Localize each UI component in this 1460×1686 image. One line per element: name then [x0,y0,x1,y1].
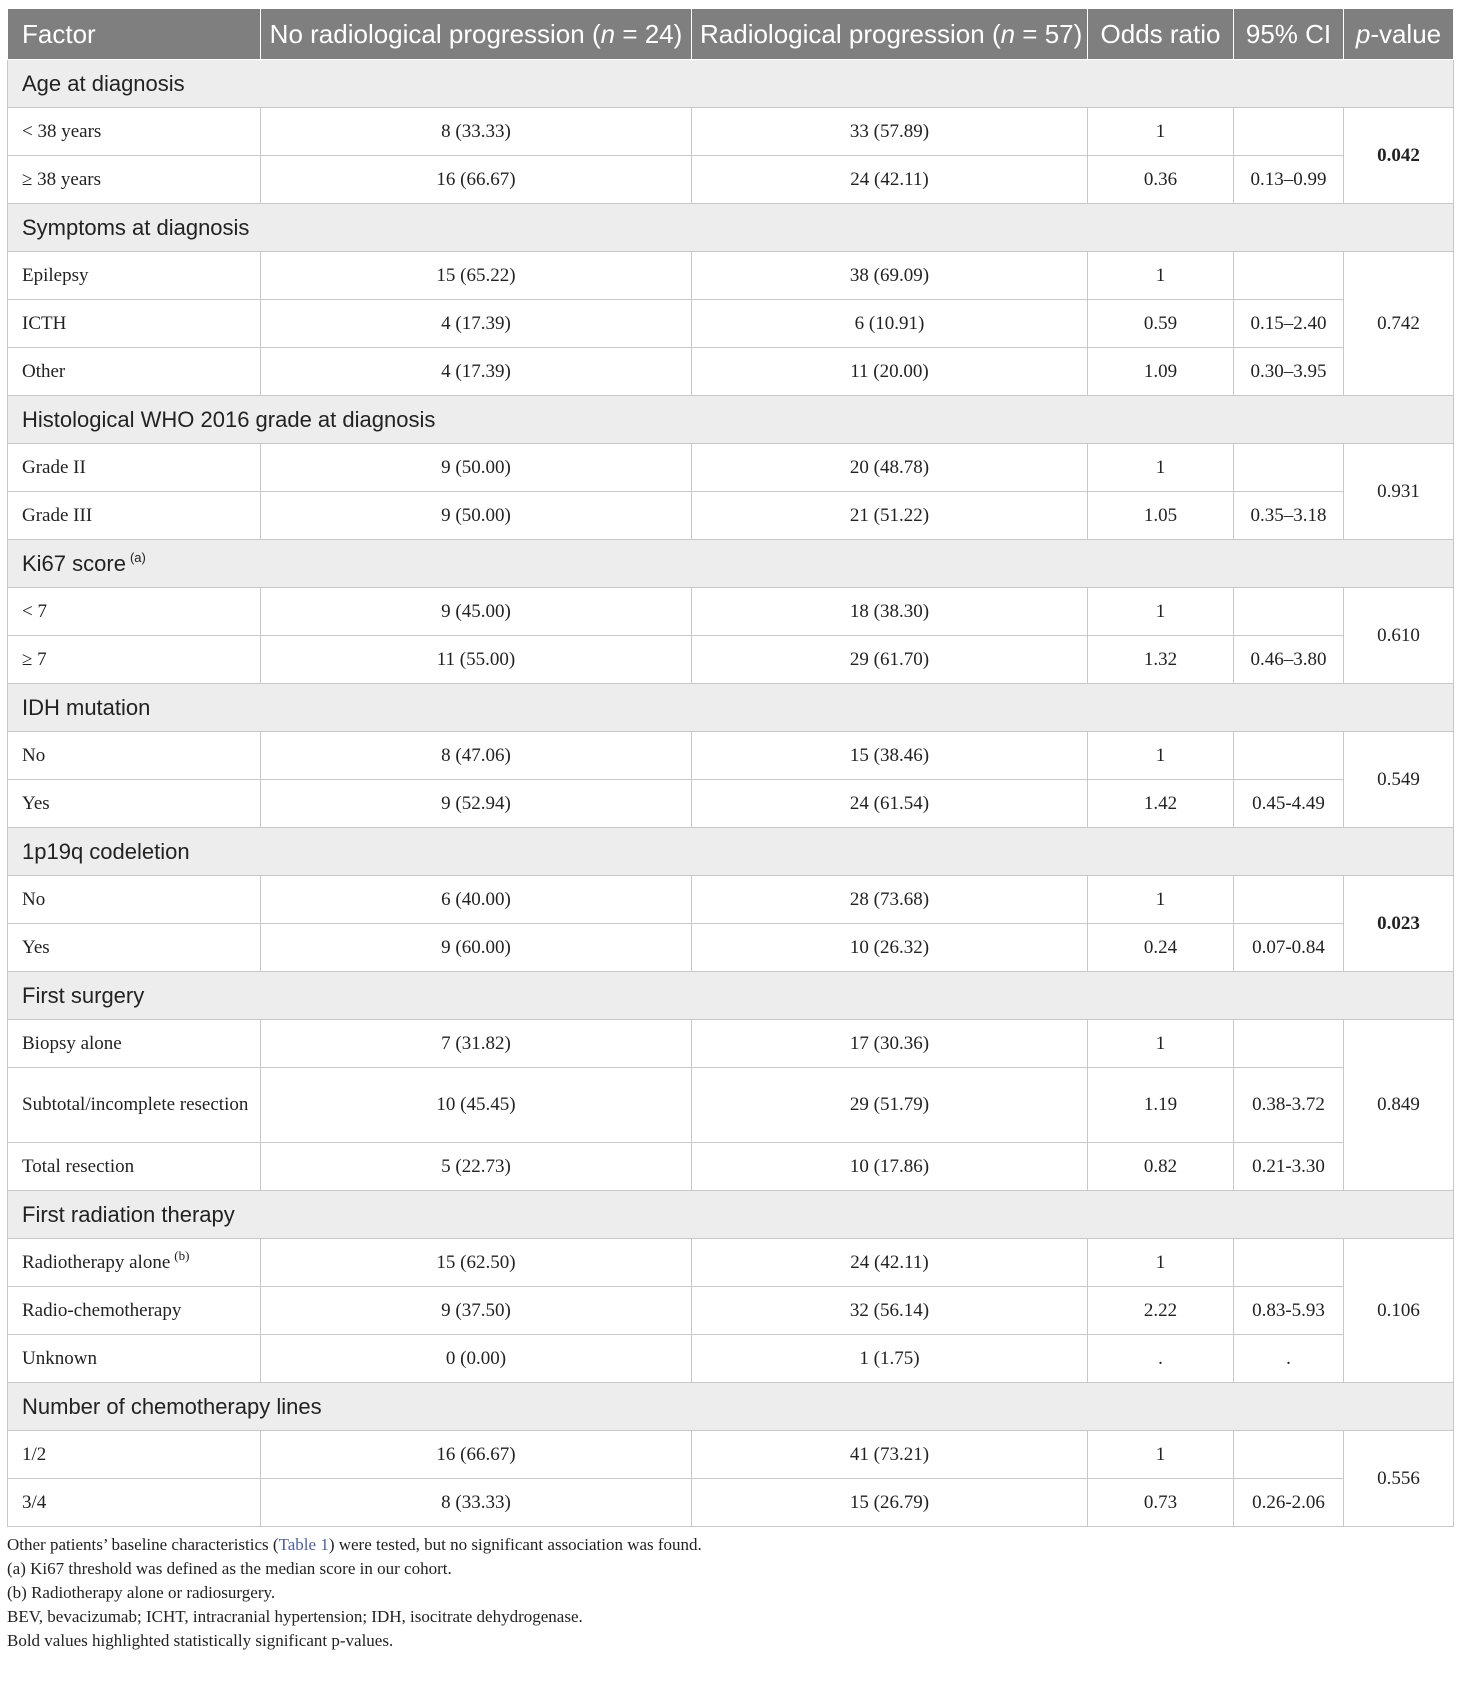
section-title [8,1383,1454,1431]
table-row [8,1143,1454,1191]
cell-no-progression: 0 (0.00) [261,1335,692,1383]
cell-odds-ratio: 1 [1088,108,1234,156]
cell-no-progression: 11 (55.00) [261,636,692,684]
header-odds-ratio: Odds ratio [1088,9,1234,60]
table-row [8,636,1454,684]
cell-ci [1234,108,1344,156]
cell-p-value: 0.742 [1344,252,1454,396]
section-title [8,396,1454,444]
footnote-marker: (b) [174,1248,190,1264]
cell-no-progression: 8 (33.33) [261,1479,692,1527]
table-row [8,780,1454,828]
row-label-text: ≥ 7 [22,648,47,670]
cell-no-progression: 9 (50.00) [261,492,692,540]
row-label-text: Radiotherapy alone [22,1251,171,1273]
section-title [8,204,1454,252]
cell-progression: 21 (51.22) [692,492,1088,540]
cell-odds-ratio: 1 [1088,444,1234,492]
row-label-text: No [22,744,46,766]
table-row [8,1020,1454,1068]
header-progression: Radiological progression (n = 57) [692,9,1088,60]
cell-progression: 29 (61.70) [692,636,1088,684]
row-label [8,1287,261,1335]
cell-no-progression: 9 (45.00) [261,588,692,636]
table-body [8,60,1454,1527]
cell-progression: 32 (56.14) [692,1287,1088,1335]
cell-progression: 15 (26.79) [692,1479,1088,1527]
table-row [8,876,1454,924]
row-label [8,300,261,348]
cell-ci [1234,732,1344,780]
cell-no-progression: 9 (52.94) [261,780,692,828]
cell-ci: 0.35–3.18 [1234,492,1344,540]
header-no-progression: No radiological progression (n = 24) [261,9,692,60]
cell-odds-ratio: 1 [1088,732,1234,780]
row-label [8,252,261,300]
header-factor: Factor [8,9,261,60]
cell-ci: 0.83-5.93 [1234,1287,1344,1335]
table-row [8,492,1454,540]
table-row [8,588,1454,636]
section-title-text: First radiation therapy [22,1201,235,1227]
row-label [8,1431,261,1479]
row-label [8,636,261,684]
table-row [8,348,1454,396]
cell-odds-ratio: 1 [1088,252,1234,300]
cell-progression: 24 (42.11) [692,1239,1088,1287]
row-label-text: 1/2 [22,1443,47,1465]
row-label [8,780,261,828]
cell-ci [1234,588,1344,636]
cell-ci: 0.26-2.06 [1234,1479,1344,1527]
table-footnotes [7,1533,1453,1653]
row-label-text: Other [22,360,66,382]
cell-p-value: 0.556 [1344,1431,1454,1527]
cell-ci: 0.45-4.49 [1234,780,1344,828]
cell-odds-ratio: 1.05 [1088,492,1234,540]
footnote-general: Other patients’ baseline characteristics (Table 1) were tested, but no significant association was found. [7,1535,702,1554]
header-row [8,9,1454,60]
cell-progression: 38 (69.09) [692,252,1088,300]
section-header-row [8,396,1454,444]
table-row [8,252,1454,300]
section-title-text: Symptoms at diagnosis [22,214,250,240]
cell-ci: . [1234,1335,1344,1383]
row-label [8,1239,261,1287]
section-title-text: Histological WHO 2016 grade at diagnosis [22,406,436,432]
cell-no-progression: 15 (65.22) [261,252,692,300]
section-title [8,828,1454,876]
row-label [8,588,261,636]
table-row [8,1335,1454,1383]
cell-progression: 33 (57.89) [692,108,1088,156]
row-label [8,348,261,396]
row-label-text: Subtotal/incomplete resection [22,1094,249,1115]
cell-p-value: 0.931 [1344,444,1454,540]
footnote-abbreviations: BEV, bevacizumab; ICHT, intracranial hypertension; IDH, isocitrate dehydrogenase. [7,1607,583,1626]
table-row [8,108,1454,156]
cell-ci: 0.30–3.95 [1234,348,1344,396]
cell-no-progression: 10 (45.45) [261,1068,692,1143]
cell-no-progression: 8 (33.33) [261,108,692,156]
cell-progression: 24 (42.11) [692,156,1088,204]
cell-ci: 0.07-0.84 [1234,924,1344,972]
cell-ci [1234,252,1344,300]
footnote-marker: (a) [129,550,146,566]
cell-progression: 10 (17.86) [692,1143,1088,1191]
table-row [8,732,1454,780]
section-header-row [8,828,1454,876]
section-title-text: Number of chemotherapy lines [22,1393,322,1419]
cell-p-value: 0.106 [1344,1239,1454,1383]
table-row [8,1287,1454,1335]
row-label [8,1068,261,1143]
cell-odds-ratio: 1.09 [1088,348,1234,396]
section-title [8,972,1454,1020]
row-label [8,156,261,204]
cell-no-progression: 7 (31.82) [261,1020,692,1068]
table-row [8,1431,1454,1479]
footnote-b: (b) Radiotherapy alone or radiosurgery. [7,1583,276,1602]
cell-progression: 24 (61.54) [692,780,1088,828]
section-header-row [8,1191,1454,1239]
table-row [8,1479,1454,1527]
section-header-row [8,60,1454,108]
table-row [8,444,1454,492]
cell-p-value: 0.849 [1344,1020,1454,1191]
cell-p-value: 0.610 [1344,588,1454,684]
cell-progression: 1 (1.75) [692,1335,1088,1383]
cell-no-progression: 9 (50.00) [261,444,692,492]
cell-progression: 11 (20.00) [692,348,1088,396]
results-table [7,8,1454,1527]
cell-no-progression: 15 (62.50) [261,1239,692,1287]
cell-odds-ratio: 0.73 [1088,1479,1234,1527]
cell-progression: 41 (73.21) [692,1431,1088,1479]
cell-odds-ratio: 2.22 [1088,1287,1234,1335]
cell-odds-ratio: 1 [1088,588,1234,636]
section-title [8,684,1454,732]
table-row [8,156,1454,204]
cell-ci: 0.13–0.99 [1234,156,1344,204]
cell-no-progression: 4 (17.39) [261,348,692,396]
row-label-text: Yes [22,792,50,814]
cell-odds-ratio: 1.32 [1088,636,1234,684]
row-label-text: Epilepsy [22,264,89,286]
cell-ci [1234,1020,1344,1068]
cell-progression: 28 (73.68) [692,876,1088,924]
section-title-text: First surgery [22,982,145,1008]
cell-p-value: 0.549 [1344,732,1454,828]
header-p-value: p-value [1344,9,1454,60]
cell-progression: 18 (38.30) [692,588,1088,636]
table-1-link[interactable]: Table 1 [278,1535,329,1554]
section-title-text: 1p19q codeletion [22,838,190,864]
cell-odds-ratio: 0.59 [1088,300,1234,348]
cell-ci [1234,1239,1344,1287]
section-title [8,60,1454,108]
cell-ci: 0.21-3.30 [1234,1143,1344,1191]
cell-odds-ratio: 1.42 [1088,780,1234,828]
cell-ci: 0.15–2.40 [1234,300,1344,348]
cell-ci [1234,1431,1344,1479]
row-label-text: Biopsy alone [22,1032,122,1054]
table-row [8,1068,1454,1143]
cell-progression: 6 (10.91) [692,300,1088,348]
row-label-text: Radio-chemotherapy [22,1299,182,1321]
row-label [8,492,261,540]
row-label-text: ICTH [22,312,67,334]
cell-odds-ratio: 0.24 [1088,924,1234,972]
footnote-bold: Bold values highlighted statistically significant p-values. [7,1631,394,1650]
cell-no-progression: 16 (66.67) [261,1431,692,1479]
row-label [8,1335,261,1383]
row-label [8,924,261,972]
row-label-text: ≥ 38 years [22,168,102,190]
cell-ci: 0.38-3.72 [1234,1068,1344,1143]
cell-odds-ratio: 0.36 [1088,156,1234,204]
row-label [8,444,261,492]
cell-ci [1234,444,1344,492]
row-label-text: Yes [22,936,50,958]
cell-ci: 0.46–3.80 [1234,636,1344,684]
row-label [8,108,261,156]
row-label [8,732,261,780]
row-label-text: Total resection [22,1155,135,1177]
section-title [8,540,1454,588]
cell-odds-ratio: 1 [1088,1431,1234,1479]
cell-progression: 15 (38.46) [692,732,1088,780]
cell-no-progression: 5 (22.73) [261,1143,692,1191]
table-row [8,300,1454,348]
row-label [8,876,261,924]
cell-odds-ratio: 1 [1088,876,1234,924]
section-header-row [8,1383,1454,1431]
table-row [8,924,1454,972]
section-title-text: Age at diagnosis [22,70,185,96]
row-label-text: 3/4 [22,1491,47,1513]
row-label-text: Grade III [22,504,93,526]
section-title [8,1191,1454,1239]
row-label-text: No [22,888,46,910]
cell-odds-ratio: 0.82 [1088,1143,1234,1191]
row-label [8,1020,261,1068]
section-header-row [8,540,1454,588]
cell-progression: 17 (30.36) [692,1020,1088,1068]
cell-p-value: 0.023 [1344,876,1454,972]
section-header-row [8,204,1454,252]
cell-progression: 10 (26.32) [692,924,1088,972]
cell-odds-ratio: . [1088,1335,1234,1383]
cell-no-progression: 9 (37.50) [261,1287,692,1335]
row-label [8,1479,261,1527]
cell-no-progression: 8 (47.06) [261,732,692,780]
cell-no-progression: 4 (17.39) [261,300,692,348]
section-title-text: IDH mutation [22,694,151,720]
cell-odds-ratio: 1 [1088,1239,1234,1287]
row-label-text: < 7 [22,600,47,622]
row-label-text: < 38 years [22,120,102,142]
section-header-row [8,972,1454,1020]
cell-progression: 20 (48.78) [692,444,1088,492]
cell-ci [1234,876,1344,924]
cell-p-value: 0.042 [1344,108,1454,204]
footnote-a: (a) Ki67 threshold was defined as the median score in our cohort. [7,1559,452,1578]
header-ci: 95% CI [1234,9,1344,60]
cell-odds-ratio: 1.19 [1088,1068,1234,1143]
row-label-text: Grade II [22,456,86,478]
results-table-figure [7,8,1453,1653]
section-title-text: Ki67 score [22,550,126,576]
cell-no-progression: 16 (66.67) [261,156,692,204]
cell-no-progression: 9 (60.00) [261,924,692,972]
row-label [8,1143,261,1191]
table-row [8,1239,1454,1287]
row-label-text: Unknown [22,1347,97,1369]
section-header-row [8,684,1454,732]
cell-progression: 29 (51.79) [692,1068,1088,1143]
cell-odds-ratio: 1 [1088,1020,1234,1068]
cell-no-progression: 6 (40.00) [261,876,692,924]
